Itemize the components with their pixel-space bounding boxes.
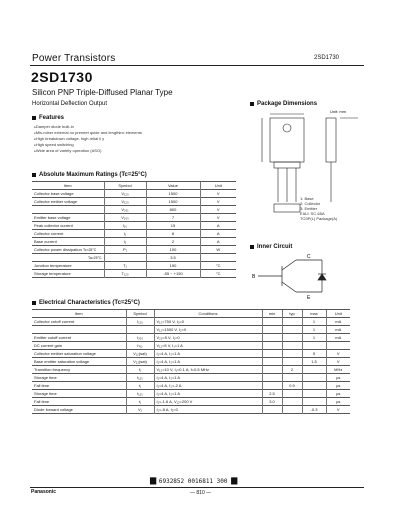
barcode-bars-icon: ██	[150, 478, 156, 485]
bullet-square-icon	[32, 301, 36, 305]
cell	[326, 342, 350, 350]
cell	[302, 366, 326, 374]
pin-view	[274, 204, 300, 212]
cell: 1	[302, 334, 326, 342]
inner-circuit-diagram	[252, 252, 340, 300]
cell	[262, 350, 282, 358]
cell: V₁₂=750 V, I₂=0	[154, 318, 262, 326]
cell-label: Collector power dissipation	[34, 247, 82, 252]
cell: 5	[302, 350, 326, 358]
col-header: Unit	[200, 182, 236, 190]
cell: 2	[282, 366, 302, 374]
cell	[262, 326, 282, 334]
cell: V	[326, 406, 350, 414]
table-row	[32, 326, 350, 334]
cell: V₂₂(sat)	[126, 358, 154, 366]
cell: Junction temperature	[32, 262, 104, 270]
cell	[262, 406, 282, 414]
cell: I₁	[104, 230, 146, 238]
terminal-label: C	[307, 254, 311, 260]
cell	[282, 398, 302, 406]
col-header: min	[262, 310, 282, 318]
cell: -55 ~ +150	[146, 270, 200, 278]
table-row	[32, 206, 236, 214]
cell: 0.9	[282, 382, 302, 390]
cell: A	[200, 222, 236, 230]
features-heading	[32, 115, 64, 121]
cell: t₁₂₀	[126, 374, 154, 382]
page-number: — 810 —	[190, 490, 212, 496]
table-row	[32, 270, 236, 278]
cell	[262, 342, 282, 350]
cell: I₂₀₀	[126, 334, 154, 342]
cell: h₁₂	[126, 342, 154, 350]
cell	[104, 254, 146, 262]
legend-item: 2: Collector	[300, 201, 321, 206]
cell: I₁=4 A, I₂=1 A	[154, 358, 262, 366]
cell: Fall time	[32, 382, 126, 390]
cell: mA	[326, 334, 350, 342]
cell: Storage time	[32, 374, 126, 382]
cell: A	[200, 238, 236, 246]
cell: V	[326, 358, 350, 366]
col-header: max	[302, 310, 326, 318]
application: Horizontal Deflection Output	[32, 101, 108, 107]
cell	[282, 374, 302, 382]
cell: Storage time	[32, 390, 126, 398]
terminal-label: E	[307, 295, 311, 300]
table-row	[32, 254, 236, 262]
cell: I₁₀	[104, 222, 146, 230]
condition-label: Tc=25°C	[82, 248, 97, 252]
cell: t₁₂₀	[126, 390, 154, 398]
cell: V	[200, 198, 236, 206]
cell: 2	[146, 238, 200, 246]
cell	[32, 254, 104, 262]
cell	[262, 334, 282, 342]
cell: I₁=4 A, I₂=1 A	[154, 350, 262, 358]
cell	[32, 246, 104, 254]
table-row	[32, 230, 236, 238]
header-rule	[30, 65, 364, 66]
elec-title: Electrical Characteristics (Tc=25°C)	[39, 300, 140, 306]
cell: I₁=-1.6 A, V₁₂=200 V	[154, 398, 262, 406]
table-row	[32, 190, 236, 198]
table-row	[32, 262, 236, 270]
table-row	[32, 398, 350, 406]
cell: mA	[326, 318, 350, 326]
cell	[200, 254, 236, 262]
elec-heading	[32, 300, 140, 306]
col-header: Value	[146, 182, 200, 190]
cell: I₁=4 A, I₂=1 A	[154, 390, 262, 398]
cell: 1	[302, 318, 326, 326]
cell	[282, 390, 302, 398]
cell: V	[200, 214, 236, 222]
cell: 2.5	[262, 390, 282, 398]
cell: V₂₀₁	[104, 206, 146, 214]
cell: I₁=4 A, I₂=1 A	[154, 374, 262, 382]
table-row	[32, 350, 350, 358]
condition-label: Ta=25°C	[87, 256, 102, 260]
cell: V₁₂(sat)	[126, 350, 154, 358]
cell: W	[200, 246, 236, 254]
table-row	[32, 198, 236, 206]
cell	[302, 390, 326, 398]
cell: °C	[200, 270, 236, 278]
col-header: Conditions	[154, 310, 262, 318]
table-row	[32, 246, 236, 254]
cell	[282, 326, 302, 334]
barcode-text	[150, 478, 236, 485]
bullet-square-icon	[250, 245, 254, 249]
cell: mA	[326, 326, 350, 334]
cell: Peak collector current	[32, 222, 104, 230]
legend-item: EIAJ: SC-65A	[300, 211, 325, 216]
cell: P₁	[104, 246, 146, 254]
cell	[282, 350, 302, 358]
mount-hole	[283, 124, 291, 132]
cell: Collector cutoff current	[32, 318, 126, 326]
col-header: typ	[282, 310, 302, 318]
cell: 1500	[146, 190, 200, 198]
package-body-front	[270, 118, 304, 162]
features-list	[34, 124, 142, 154]
cell: Collector base voltage	[32, 190, 104, 198]
list-item: ● Mis-mixer external no preneet quide and lengthinc elements	[34, 130, 142, 136]
cell: 3.5	[146, 254, 200, 262]
bullet-square-icon	[250, 102, 254, 106]
cell: 800	[146, 206, 200, 214]
list-item: ● High speed switching	[34, 142, 142, 148]
cell: T₁₂₀	[104, 270, 146, 278]
cell: DC current gain	[32, 342, 126, 350]
package-heading	[250, 101, 317, 107]
cell: V	[200, 190, 236, 198]
cell: 7	[146, 214, 200, 222]
cell: Diode forward voltage	[32, 406, 126, 414]
table-row	[32, 390, 350, 398]
col-header: Item	[32, 310, 126, 318]
collector-wire	[282, 260, 296, 270]
cell: Emitter base voltage	[32, 214, 104, 222]
cell: 1500	[146, 198, 200, 206]
table-row	[32, 366, 350, 374]
cell	[302, 342, 326, 350]
list-item: ● Wide area of variety operation (ASO)	[34, 148, 142, 154]
cell	[282, 406, 302, 414]
legend-item: 1: Base	[300, 196, 314, 201]
cell	[262, 318, 282, 326]
cell	[302, 398, 326, 406]
cell: μs	[326, 390, 350, 398]
cell: Base emitter saturation voltage	[32, 358, 126, 366]
list-item: ● Damper diode built-in	[34, 124, 142, 130]
footer-rule	[30, 487, 364, 488]
emitter-wire	[282, 282, 296, 292]
cell	[282, 342, 302, 350]
elec-table	[32, 309, 350, 414]
table-row	[32, 406, 350, 414]
table-header-row	[32, 310, 350, 318]
cell: MHz	[326, 366, 350, 374]
cell: t₁	[126, 382, 154, 390]
table-row	[32, 382, 350, 390]
cell	[262, 374, 282, 382]
part-number: 2SD1730	[31, 69, 93, 85]
cell: I₁=4 A, I₂=-2 A	[154, 382, 262, 390]
barcode-number: 6932852 0016811 300	[158, 478, 228, 485]
abs-max-table	[32, 181, 236, 278]
cell	[262, 366, 282, 374]
table-row	[32, 374, 350, 382]
terminal-label: B	[252, 274, 256, 280]
package-shoulder	[274, 162, 300, 168]
table-row	[32, 342, 350, 350]
legend-item: 3: Emitter	[300, 206, 318, 211]
cell: μs	[326, 398, 350, 406]
col-header: Symbol	[104, 182, 146, 190]
cell	[282, 318, 302, 326]
legend-item: TO3P(L) Package(A)	[300, 216, 338, 221]
cell: 1	[302, 326, 326, 334]
package-legend	[300, 196, 337, 221]
brand-logo: Panasonic	[31, 489, 57, 495]
cell: f₁	[126, 366, 154, 374]
cell: T₁	[104, 262, 146, 270]
cell	[32, 326, 126, 334]
table-row	[32, 318, 350, 326]
cell: I₂	[104, 238, 146, 246]
cell: Collector emitter saturation voltage	[32, 350, 126, 358]
cell: 1.5	[302, 358, 326, 366]
cell: Transition frequency	[32, 366, 126, 374]
cell: 15	[146, 222, 200, 230]
cell: V₂₀₀	[104, 214, 146, 222]
table-row	[32, 222, 236, 230]
cell: 100	[146, 246, 200, 254]
package-unit: Unit: mm	[330, 109, 346, 114]
col-header: Unit	[326, 310, 350, 318]
cell: °C	[200, 262, 236, 270]
col-header: Symbol	[126, 310, 154, 318]
table-row	[32, 214, 236, 222]
cell: t₁	[126, 398, 154, 406]
cell: V	[326, 350, 350, 358]
cell: Fall time	[32, 398, 126, 406]
table-header-row	[32, 182, 236, 190]
cell: A	[200, 230, 236, 238]
header-part-ref: 2SD1730	[314, 55, 340, 61]
cell: V₁₂₀	[104, 190, 146, 198]
table-row	[32, 334, 350, 342]
table-row	[32, 358, 350, 366]
cell: V	[200, 206, 236, 214]
cell: 8	[146, 230, 200, 238]
cell: -0.3	[302, 406, 326, 414]
cell: V₂₀=5 V, I₁=0	[154, 334, 262, 342]
cell: I₁₂₀	[126, 318, 154, 326]
cell: 150	[146, 262, 200, 270]
package-body-side	[326, 118, 336, 162]
abs-max-title: Absolute Maximum Ratings (Tc=25°C)	[39, 172, 147, 178]
list-item: ● High breakdown voltage, high relial li y	[34, 136, 142, 142]
cell: V₁₂=10 V, I₁=0.1 A, f=0.5 MHz	[154, 366, 262, 374]
cell: μs	[326, 374, 350, 382]
cell	[302, 374, 326, 382]
col-header: Item	[32, 182, 104, 190]
diode-icon	[318, 274, 326, 280]
bullet-square-icon	[32, 116, 36, 120]
bullet-square-icon	[32, 173, 36, 177]
cell	[282, 334, 302, 342]
cell: I₁=-8 A, I₂=0	[154, 406, 262, 414]
barcode-bars-icon: ██	[231, 478, 237, 485]
abs-max-heading	[32, 172, 147, 178]
cell: V₁₂=5 V, I₁=1 A	[154, 342, 262, 350]
cell: Collector emitter voltage	[32, 198, 104, 206]
features-title: Features	[39, 115, 65, 121]
cell	[32, 206, 104, 214]
subtitle: Silicon PNP Triple-Diffused Planar Type	[32, 88, 173, 97]
header-category: Power Transistors	[32, 53, 116, 64]
cell	[262, 382, 282, 390]
cell	[302, 382, 326, 390]
package-title: Package Dimensions	[257, 101, 318, 107]
circuit-heading	[250, 244, 292, 250]
cell: Storage temperature	[32, 270, 104, 278]
cell: V₁	[126, 406, 154, 414]
circuit-title: Inner Circuit	[257, 244, 293, 250]
cell	[262, 358, 282, 366]
cell: V₁₂₀	[104, 198, 146, 206]
cell: Emitter cutoff current	[32, 334, 126, 342]
cell	[126, 326, 154, 334]
cell: Collector current	[32, 230, 104, 238]
cell: 3.0	[262, 398, 282, 406]
cell: Base current	[32, 238, 104, 246]
table-row	[32, 238, 236, 246]
cell	[282, 358, 302, 366]
cell: V₁₂=1500 V, I₂=0	[154, 326, 262, 334]
cell: μs	[326, 382, 350, 390]
